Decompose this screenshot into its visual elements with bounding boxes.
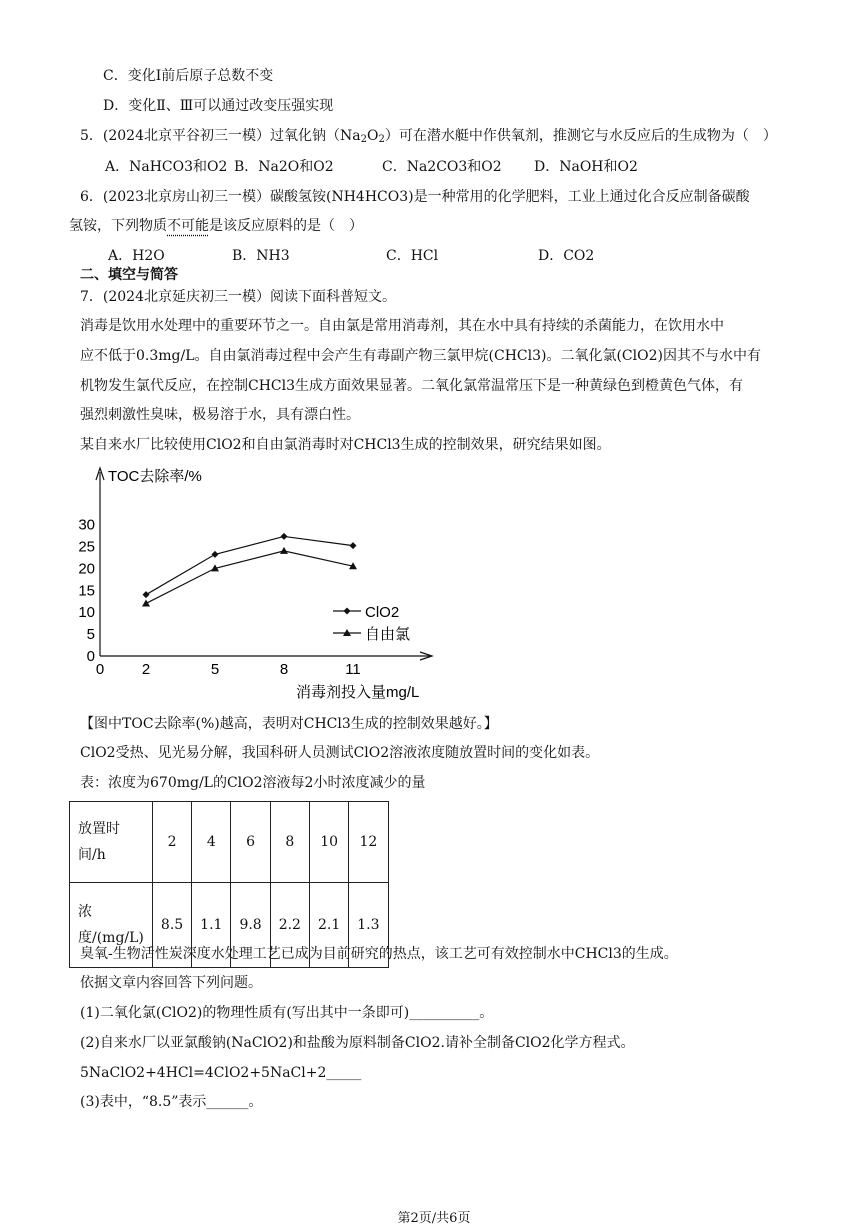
page-footer: 第2页/共6页 bbox=[397, 1211, 471, 1226]
emphasis-dots: 不可能 bbox=[167, 218, 209, 234]
table-cell: 2 bbox=[152, 802, 191, 883]
q7-paragraph-4: 臭氧-生物活性炭深度水处理工艺已成为目前研究的热点，该工艺可有效控制水中CHCl3的生成。 bbox=[80, 946, 678, 962]
table-row-header: 浓度/(mg/L) bbox=[70, 883, 153, 968]
legend-marker-clo2 bbox=[344, 608, 351, 615]
q4-option-d: D．变化Ⅱ、Ⅲ可以通过改变压强实现 bbox=[103, 98, 334, 114]
y-tick-label: 30 bbox=[78, 516, 95, 534]
x-tick-label: 2 bbox=[141, 661, 151, 678]
q7-paragraph-1-line1: 消毒是饮用水处理中的重要环节之一。自由氯是常用消毒剂，其在水中具有持续的杀菌能力，在饮用水中 bbox=[80, 318, 724, 334]
q4-option-c: C．变化Ⅰ前后原子总数不变 bbox=[103, 68, 274, 84]
q6-stem-line2: 氢铵，下列物质不可能是该反应原料的是（ ） bbox=[69, 218, 363, 234]
q5-option-a: A．NaHCO3和O2 bbox=[105, 159, 228, 175]
table-cell: 10 bbox=[309, 802, 348, 883]
q7-paragraph-5: 依据文章内容回答下列问题。 bbox=[80, 975, 262, 991]
q7-paragraph-2: 某自来水厂比较使用ClO2和自由氯消毒时对CHCl3生成的控制效果，研究结果如图。 bbox=[80, 437, 611, 453]
table-cell: 2.1 bbox=[309, 883, 348, 968]
q6-option-a: A．H2O bbox=[108, 248, 165, 264]
q7-subquestion-2: (2)自来水厂以亚氯酸钠(NaClO2)和盐酸为原料制备ClO2.请补全制备ClO2化学方程式。 bbox=[80, 1035, 635, 1051]
q7-paragraph-1-line2: 应不低于0.3mg/L。自由氯消毒过程中会产生有毒副产物三氯甲烷(CHCl3)。二氧化氯(ClO2)因其不与水中有 bbox=[80, 348, 761, 364]
table-cell: 8.5 bbox=[152, 883, 191, 968]
x-tick-label: 11 bbox=[345, 661, 361, 678]
clo2-concentration-table bbox=[69, 801, 389, 968]
legend-label-free-chlorine: 自由氯 bbox=[365, 626, 411, 643]
table-cell: 2.2 bbox=[270, 883, 309, 968]
y-axis-label: TOC去除率/% bbox=[108, 468, 202, 485]
section-title: 二、填空与简答 bbox=[80, 267, 178, 283]
q7-header: 7．(2024北京延庆初三一模）阅读下面科普短文。 bbox=[80, 289, 396, 305]
toc-removal-line-chart bbox=[0, 455, 868, 705]
table-row-header: 放置时间/h bbox=[70, 802, 153, 883]
table-cell: 4 bbox=[192, 802, 231, 883]
data-point-clo2 bbox=[143, 591, 150, 598]
data-point-clo2 bbox=[281, 533, 288, 540]
table-cell: 1.1 bbox=[192, 883, 231, 968]
q7-equation: 5NaClO2+4HCl=4ClO2+5NaCl+2_____ bbox=[80, 1065, 362, 1081]
q7-paragraph-1-line4: 强烈刺激性臭味，极易溶于水，具有漂白性。 bbox=[80, 407, 360, 423]
x-tick-label: 0 bbox=[95, 661, 105, 678]
q7-paragraph-3: ClO2受热、见光易分解，我国科研人员测试ClO2溶液浓度随放置时间的变化如表。 bbox=[80, 745, 600, 761]
data-point-free-chlorine bbox=[280, 547, 288, 554]
q5-option-c: C．Na2CO3和O2 bbox=[382, 159, 502, 175]
q7-paragraph-1-line3: 机物发生氯代反应，在控制CHCl3生成方面效果显著。二氧化氯常温常压下是一种黄绿色到橙黄色气体，有 bbox=[80, 378, 744, 394]
data-point-clo2 bbox=[350, 542, 357, 549]
q5-option-d: D．NaOH和O2 bbox=[534, 159, 638, 175]
table-cell: 12 bbox=[349, 802, 388, 883]
y-tick-label: 20 bbox=[78, 560, 95, 578]
y-tick-label: 5 bbox=[86, 626, 95, 644]
table-cell: 8 bbox=[270, 802, 309, 883]
q7-subquestion-3: (3)表中，“8.5”表示______。 bbox=[80, 1094, 263, 1110]
y-tick-label: 15 bbox=[78, 582, 95, 600]
q5-option-b: B．Na2O和O2 bbox=[234, 159, 334, 175]
q7-table-caption: 表：浓度为670mg/L的ClO2溶液每2小时浓度减少的量 bbox=[80, 775, 426, 791]
x-tick-label: 8 bbox=[279, 661, 289, 678]
table-cell: 9.8 bbox=[231, 883, 270, 968]
q6-option-d: D．CO2 bbox=[538, 248, 595, 264]
y-tick-label: 0 bbox=[86, 648, 95, 665]
table-cell: 6 bbox=[231, 802, 270, 883]
series-line-clo2 bbox=[146, 536, 353, 594]
q7-subquestion-1: (1)二氧化氯(ClO2)的物理性质有(写出其中一条即可)__________。 bbox=[80, 1005, 494, 1021]
y-tick-label: 10 bbox=[78, 604, 95, 622]
q6-option-b: B．NH3 bbox=[232, 248, 290, 264]
y-tick-label: 25 bbox=[78, 538, 95, 556]
table-cell: 1.3 bbox=[349, 883, 388, 968]
q5-stem: 5．(2024北京平谷初三一模）过氧化钠$(Na_2O_2)$可在潜水艇中作供氧剂，推测它与水反应后的生成物为（ ） bbox=[80, 128, 777, 145]
q6-option-c: C．HCl bbox=[386, 248, 439, 264]
q6-stem-line1: 6．(2023北京房山初三一模）碳酸氢铵(NH4HCO3)是一种常用的化学肥料，工业上通过化合反应制备碳酸 bbox=[80, 189, 750, 205]
data-point-free-chlorine bbox=[142, 599, 150, 606]
q7-chart-note: 【图中TOC去除率(%)越高，表明对CHCl3生成的控制效果越好。】 bbox=[80, 716, 498, 732]
table-row bbox=[70, 802, 389, 883]
x-axis-label: 消毒剂投入量mg/L bbox=[296, 684, 420, 701]
x-tick-label: 5 bbox=[210, 661, 220, 678]
legend-label-clo2: ClO2 bbox=[365, 604, 400, 621]
data-point-clo2 bbox=[212, 551, 219, 558]
